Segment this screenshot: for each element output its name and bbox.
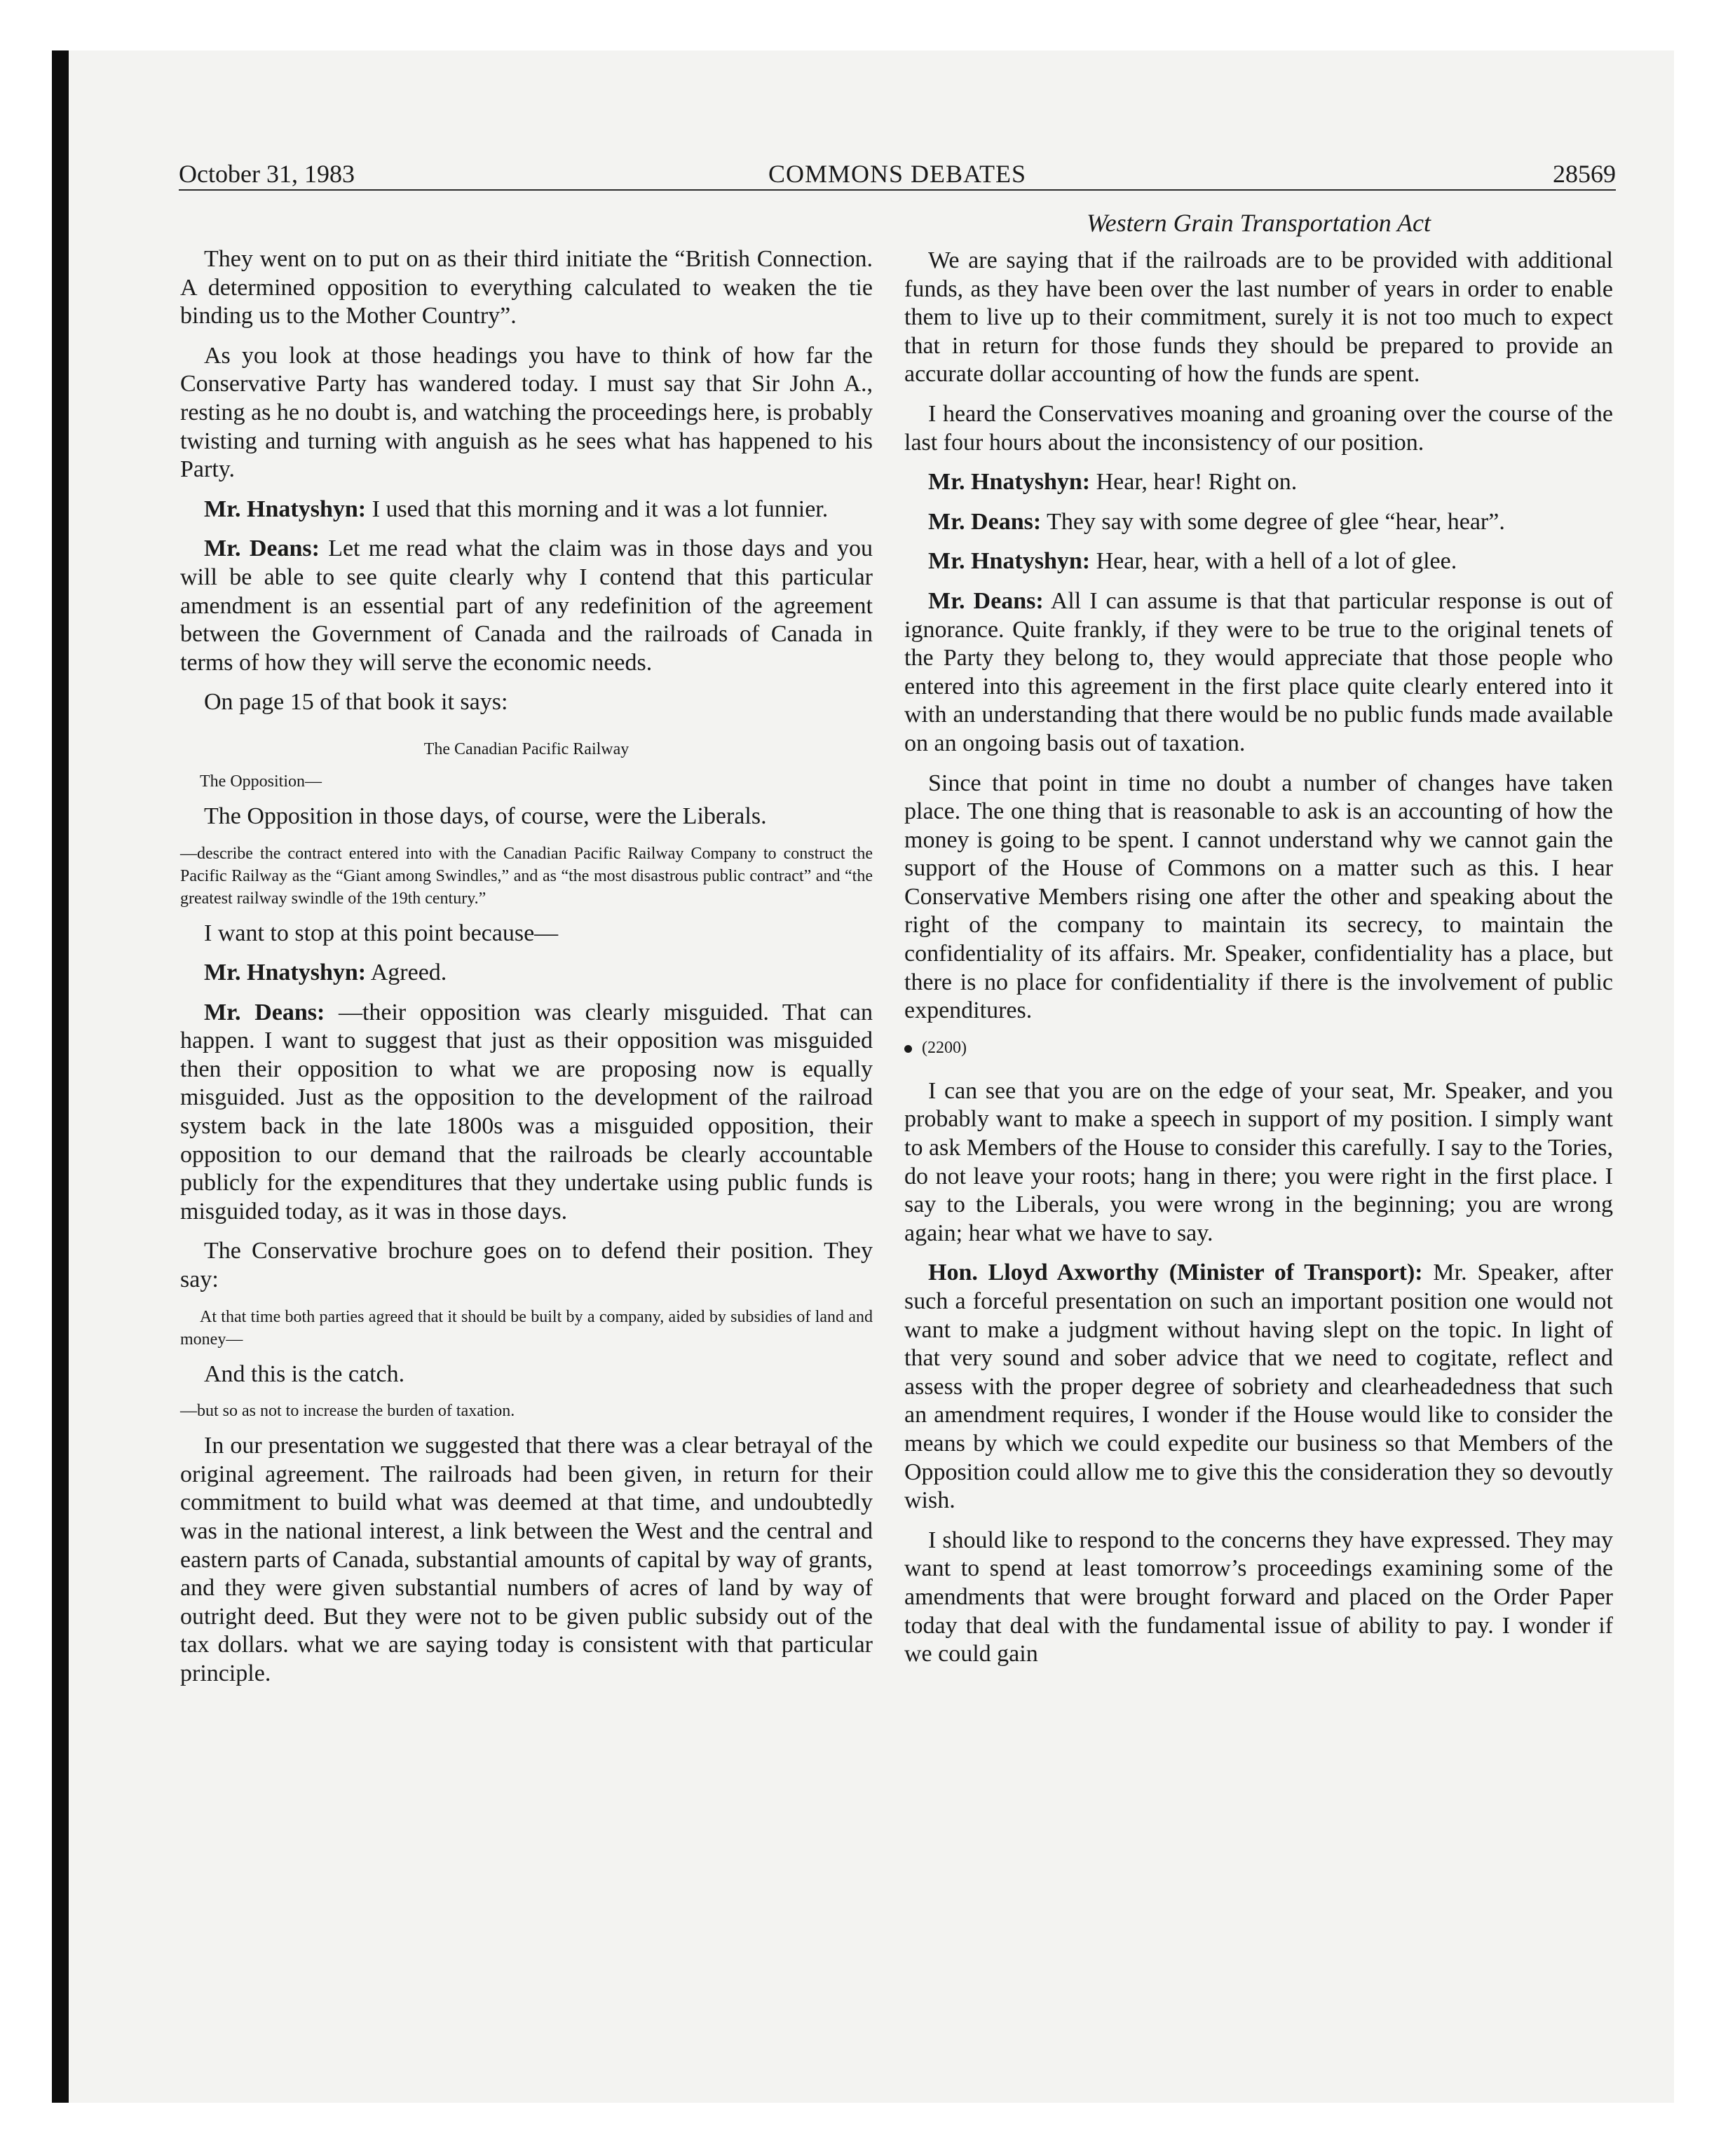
paragraph: They went on to put on as their third initiate the “British Connection. A determined opposition to everything calculated to weaken the tie binding us to the Mother Country”.	[180, 246, 873, 329]
quote-line: The Opposition—	[200, 772, 322, 791]
paragraph: I heard the Conservatives moaning and groaning over the course of the last four hours about the inconsistency of our position.	[904, 400, 1613, 456]
speaker-name: Mr. Hnatyshyn:	[928, 469, 1091, 496]
right-column	[904, 207, 1613, 1680]
left-column	[180, 245, 873, 1700]
paragraph: In our presentation we suggested that there was a clear betrayal of the original agreement. The railroads had been given, in return for their commitment to build what was deemed at that time, and undoubtedly was in the national interest, a link between the West and the central and eastern parts of Canada, substantial amounts of capital by way of grants, and they were given substantial numbers of acres of land by way of outright deed. But they were not to be given public subsidy out of the tax dollars. what we are saying today is consistent with that particular principle.	[180, 1433, 873, 1686]
speaker-name: Mr. Deans:	[928, 508, 1042, 535]
speech-text: Hear, hear! Right on.	[1090, 469, 1298, 496]
speech	[180, 959, 873, 988]
paragraph: And this is the catch.	[204, 1360, 405, 1387]
bullet-icon	[904, 1045, 912, 1053]
speaker-name: Mr. Deans:	[204, 999, 325, 1025]
speech	[904, 587, 1613, 758]
block-quote: —describe the contract entered into with the Canadian Pacific Railway Company to construct the Pacific Railway as the “Giant among Swindles,” and as “the most disastrous public contract” and “the greatest railway swindle of the 19th century.”	[180, 844, 873, 908]
paragraph: The Conservative brochure goes on to defend their position. They say:	[180, 1238, 873, 1293]
speech-text: —their opposition was clearly misguided. That can happen. I want to suggest that just as their opposition was misguided then their opposition to what we are proposing now is equally misguided. Just as the opposition to the development of the railroad system back in the late 1800s was a misguided opposition, their opposition to our demand that the railroads be clearly accountable publicly for the expenditures that they undertake using public funds is misguided today, as it was in those days.	[180, 999, 873, 1224]
running-title: Western Grain Transportation Act	[1086, 209, 1431, 237]
speaker-name: Mr. Deans:	[928, 587, 1044, 614]
speech-text: Let me read what the claim was in those days and you will be able to see quite clearly why I contend that this particular amendment is an essential part of any redefinition of the agreement between the Government of Canada and the railroads of Canada in terms of how they will serve the economic needs.	[180, 535, 873, 676]
paragraph: The Opposition in those days, of course, were the Liberals.	[204, 803, 767, 829]
speech	[904, 1259, 1613, 1515]
page-header	[179, 158, 1616, 191]
time-marker	[904, 1037, 1613, 1059]
speech	[904, 468, 1613, 497]
speaker-name: Hon. Lloyd Axworthy (Minister of Transport):	[928, 1260, 1423, 1286]
speech	[180, 999, 873, 1227]
paragraph: I should like to respond to the concerns they have expressed. They may want to spend at least tomorrow’s proceedings examining some of the amendments that were brought forward and placed on the Order Paper today that deal with the fundamental issue of ability to pay. I wonder if we could gain	[904, 1527, 1613, 1667]
speech-text: Agreed.	[366, 960, 447, 986]
speech	[904, 547, 1613, 576]
block-quote: At that time both parties agreed that it should be built by a company, aided by subsidies of land and money—	[180, 1307, 873, 1349]
paragraph: As you look at those headings you have to think of how far the Conservative Party has wandered today. I must say that Sir John A., resting as he no doubt is, and watching the proceedings here, is probably twisting and turning with anguish as he sees what has happened to his Party.	[180, 342, 873, 483]
speech-text: Hear, hear, with a hell of a lot of glee.	[1090, 548, 1457, 575]
header-publication: COMMONS DEBATES	[768, 160, 1027, 188]
paragraph: I can see that you are on the edge of your seat, Mr. Speaker, and you probably want to make a speech in support of my position. I simply want to ask Members of the House to consider this carefully. I say to the Tories, do not leave your roots; hang in there; you were right in the first place. I say to the Liberals, you were wrong in the beginning; you are wrong again; hear what we have to say.	[904, 1077, 1613, 1246]
speech-text: I used that this morning and it was a lot funnier.	[366, 496, 829, 522]
speech	[180, 496, 873, 524]
speaker-name: Mr. Hnatyshyn:	[928, 548, 1091, 575]
block-quote: —but so as not to increase the burden of taxation.	[180, 1402, 515, 1421]
header-date: October 31, 1983	[179, 160, 355, 188]
paragraph: I want to stop at this point because—	[204, 920, 559, 946]
time-marker-text: (2200)	[922, 1038, 967, 1057]
speech-text: Mr. Speaker, after such a forceful presentation on such an important position one would not want to make a judgment without having slept on the topic. In light of that very sound and sober advice that we need to cogitate, reflect and assess with the proper degree of sobriety and clearheadedness that such an amendment requires, I wonder if the House would like to consider the means by which we could expedite our business so that Members of the Opposition could allow me to give this the consideration they so devoutly wish.	[904, 1260, 1614, 1514]
paragraph: On page 15 of that book it says:	[204, 689, 508, 716]
paragraph: Since that point in time no doubt a number of changes have taken place. The one thing that is reasonable to ask is an accounting of how the money is going to be spent. I cannot understand why we cannot gain the support of the House of Commons on a matter such as this. I hear Conservative Members rising one after the other and speaking about the right of the company to maintain its secrecy, to maintain the confidentiality of its affairs. Mr. Speaker, confidentiality has a place, but there is no place for confidentiality if there is the involvement of public expenditures.	[904, 770, 1613, 1024]
speech-text: They say with some degree of glee “hear, hear”.	[1041, 508, 1505, 535]
quote-title: The Canadian Pacific Railway	[423, 739, 630, 758]
speech	[904, 508, 1613, 537]
scan-edge-shadow	[52, 50, 69, 2103]
header-page-number: 28569	[1553, 160, 1616, 188]
speech	[180, 535, 873, 677]
speaker-name: Mr. Hnatyshyn:	[204, 960, 367, 986]
speaker-name: Mr. Deans:	[204, 535, 320, 562]
paragraph: We are saying that if the railroads are to be provided with additional funds, as they have been over the last number of years in order to enable them to live up to their commitment, surely it is not too much to expect that in return for those funds they should be prepared to provide an accurate dollar accounting of how the funds are spent.	[904, 247, 1613, 388]
speaker-name: Mr. Hnatyshyn:	[204, 496, 367, 522]
speech-text: All I can assume is that that particular response is out of ignorance. Quite frankly, if they were to be true to the original tenets of the Party they belong to, they would appreciate that those people who entered into this agreement in the first place quite clearly entered into it with an understanding that there would be no public funds made available on an ongoing basis out of taxation.	[904, 587, 1613, 756]
